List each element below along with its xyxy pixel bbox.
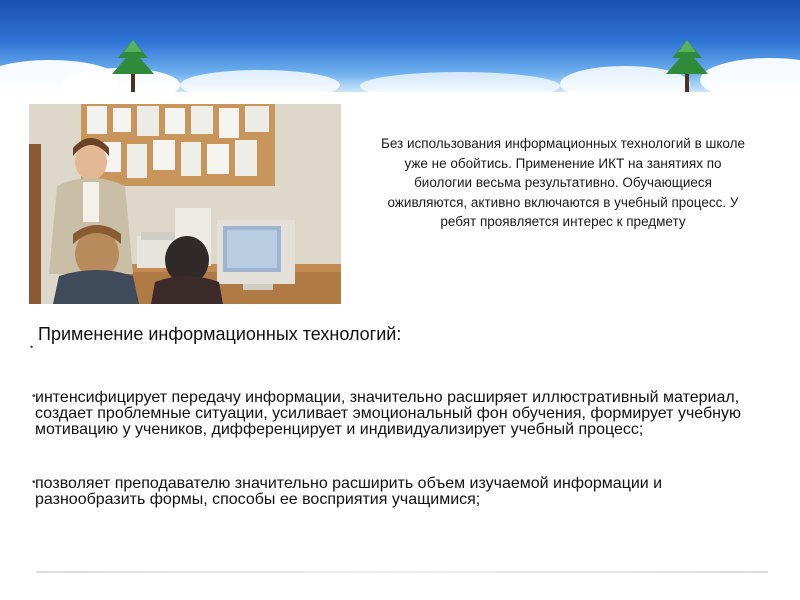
bullet-mark: • bbox=[32, 477, 36, 488]
bullet-text: интенсифицирует передачу информации, значительно расширяет иллюстративный материал, создает проблемные ситуации, усиливает эмоциональный фон обучения, формирует учебную мотивацию у учеников, дифференцирует и индивидуализирует учебный процесс; bbox=[35, 389, 741, 438]
photo-illustration bbox=[29, 104, 341, 304]
bullet-item bbox=[32, 390, 772, 438]
footer-divider bbox=[36, 571, 768, 573]
classroom-photo bbox=[29, 104, 341, 304]
photo-caption: Без использования информационных технологий в школе уже не обойтись. Применение ИКТ на занятиях по биологии весьма результативно. Обучающиеся оживляются, активно включаются в учебный процесс. У ребят проявляется интерес к предмету bbox=[380, 136, 746, 229]
cloud bbox=[180, 70, 340, 92]
header-banner bbox=[0, 0, 800, 92]
cloud bbox=[700, 58, 800, 92]
heading-bullet-mark: • bbox=[30, 342, 34, 352]
tree-right-icon bbox=[662, 38, 712, 92]
section-heading: Применение информационных технологий: bbox=[38, 324, 402, 344]
bullet-item bbox=[32, 476, 772, 508]
cloud bbox=[360, 72, 560, 92]
tree-left-icon bbox=[108, 38, 158, 92]
bullet-mark: • bbox=[32, 391, 36, 402]
bullet-text: позволяет преподавателю значительно расширить объем изучаемой информации и разнообразить формы, способы ее восприятия учащимися; bbox=[35, 475, 663, 508]
